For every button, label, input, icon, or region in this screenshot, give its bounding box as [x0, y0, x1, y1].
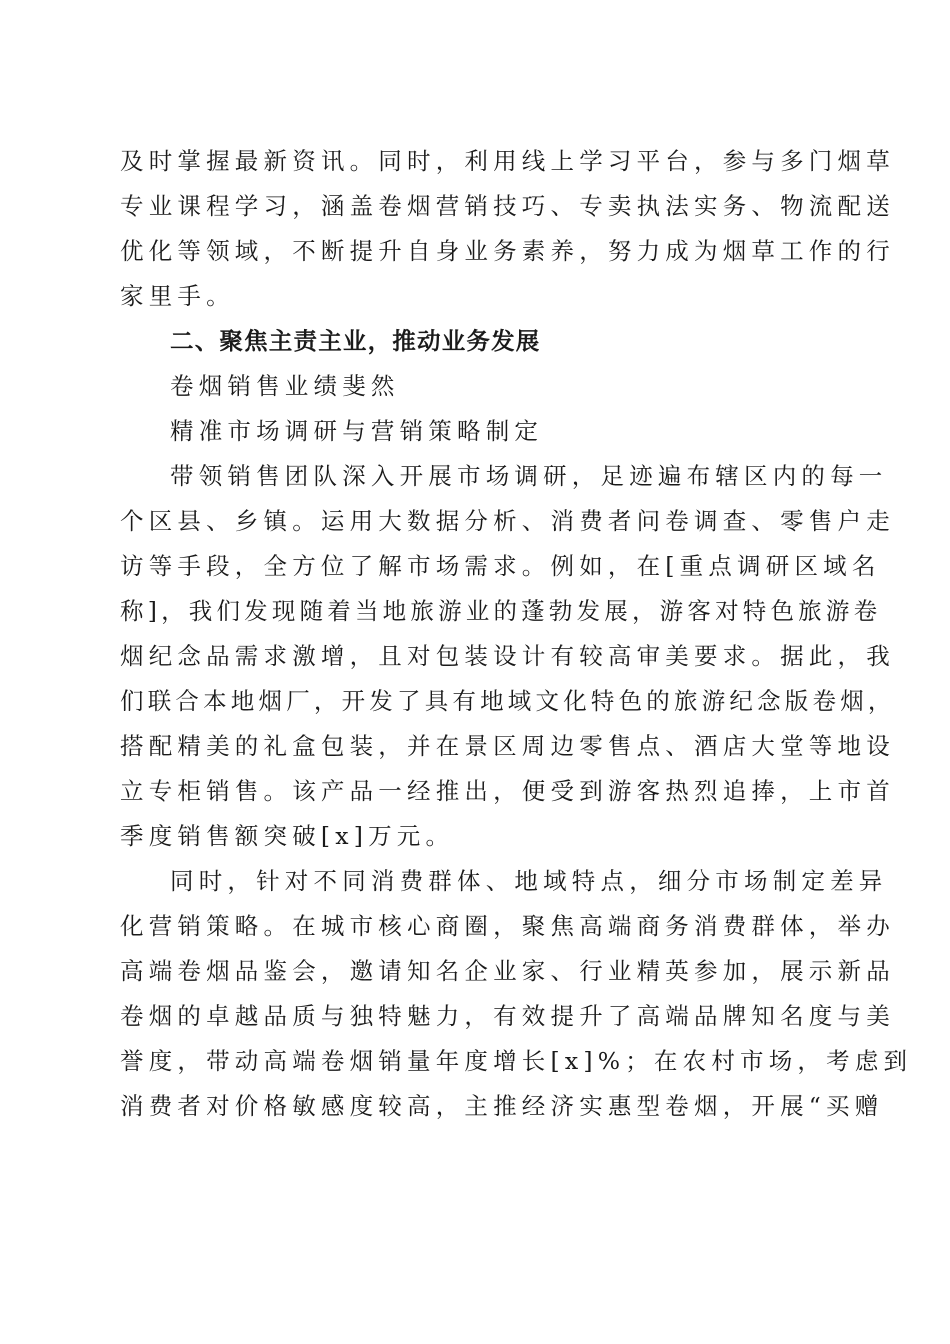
- paragraph-line: 烟纪念品需求激增，且对包装设计有较高审美要求。据此，我: [120, 642, 895, 670]
- paragraph-line: 访等手段，全方位了解市场需求。例如，在[重点调研区域名: [120, 552, 881, 580]
- paragraph-line: 立专柜销售。该产品一经推出，便受到游客热烈追捧，上市首: [120, 777, 895, 805]
- paragraph-line: 同时，针对不同消费群体、地域特点，细分市场制定差异: [170, 867, 888, 895]
- paragraph-line: 家里手。: [120, 282, 235, 310]
- subsection-title: 卷烟销售业绩斐然: [170, 372, 400, 400]
- paragraph-line: 化营销策略。在城市核心商圈，聚焦高端商务消费群体，举办: [120, 912, 895, 940]
- paragraph-line: 卷烟的卓越品质与独特魅力，有效提升了高端品牌知名度与美: [120, 1002, 895, 1030]
- paragraph-line: 带领销售团队深入开展市场调研，足迹遍布辖区内的每一: [170, 462, 888, 490]
- paragraph-line: 及时掌握最新资讯。同时，利用线上学习平台，参与多门烟草: [120, 147, 895, 175]
- paragraph-line: 誉度，带动高端卷烟销量年度增长[x]%；在农村市场，考虑到: [120, 1047, 913, 1075]
- paragraph-line: 优化等领域，不断提升自身业务素养，努力成为烟草工作的行: [120, 237, 895, 265]
- paragraph-line: 搭配精美的礼盒包装，并在景区周边零售点、酒店大堂等地设: [120, 732, 895, 760]
- section-heading: 二、聚焦主责主业，推动业务发展: [170, 327, 541, 355]
- paragraph-line: 个区县、乡镇。运用大数据分析、消费者问卷调查、零售户走: [120, 507, 895, 535]
- paragraph-line: 季度销售额突破[x]万元。: [120, 822, 455, 850]
- paragraph-line: 们联合本地烟厂，开发了具有地域文化特色的旅游纪念版卷烟，: [120, 687, 896, 715]
- paragraph-line: 消费者对价格敏感度较高，主推经济实惠型卷烟，开展“买赠: [120, 1092, 884, 1120]
- paragraph-line: 称]，我们发现随着当地旅游业的蓬勃发展，游客对特色旅游卷: [120, 597, 882, 625]
- subsection-title: 精准市场调研与营销策略制定: [170, 417, 544, 445]
- paragraph-line: 专业课程学习，涵盖卷烟营销技巧、专卖执法实务、物流配送: [120, 192, 895, 220]
- paragraph-line: 高端卷烟品鉴会，邀请知名企业家、行业精英参加，展示新品: [120, 957, 895, 985]
